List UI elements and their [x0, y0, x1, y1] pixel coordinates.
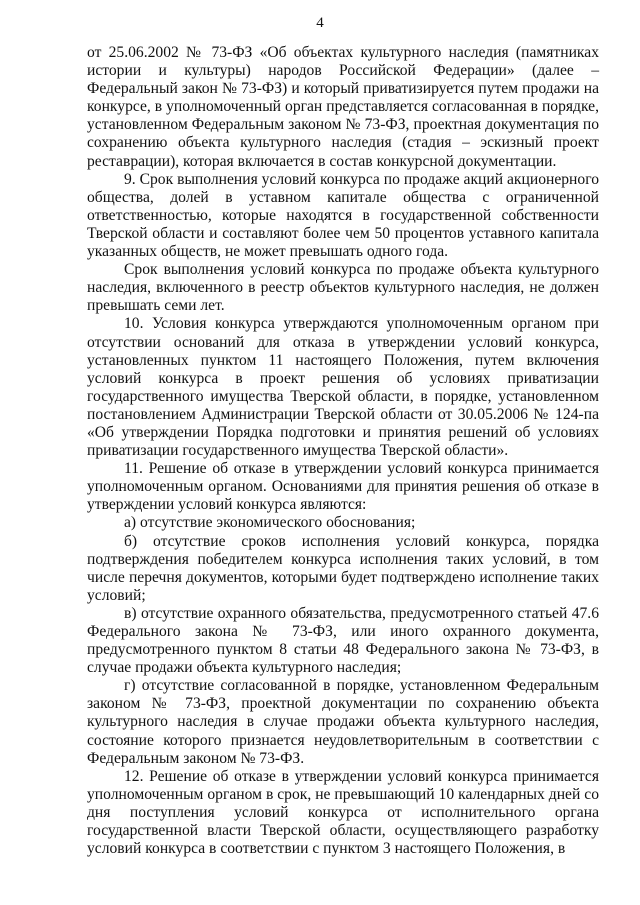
page-number: 4: [316, 15, 324, 31]
paragraph-continuation: от 25.06.2002 № 73-ФЗ «Об объектах культурного наследия (памятниках истории и культуры) народов Российской Федерации» (далее – Федеральный закон № 73-ФЗ) и который приватизируется путем продажи на конкурсе, в уполномоченный орган представляется согласованная в порядке, установленном Федеральным законом № 73-ФЗ, проектная документация по сохранению объекта культурного наследия (стадия – эскизный проект реставрации), которая включается в состав конкурсной документации.: [87, 44, 599, 170]
subitem-g: г) отсутствие согласованной в порядке, установленном Федеральным законом № 73-ФЗ, проектной документации по сохранению объекта культурного наследия в случае продажи объекта культурного наследия, состояние которого признается неудовлетворительным в соответствии с Федеральным законом № 73-ФЗ.: [87, 677, 599, 767]
subitem-v: в) отсутствие охранного обязательства, предусмотренного статьей 47.6 Федерального закона № 73-ФЗ, или иного охранного документа, предусмотренного пунктом 8 статьи 48 Федерального закона № 73-ФЗ, в случае продажи объекта культурного наследия;: [87, 604, 599, 677]
paragraph-item-9-term: Срок выполнения условий конкурса по продаже объекта культурного наследия, включенного в реестр объектов культурного наследия, не должен превышать семи лет.: [87, 261, 599, 315]
paragraph-item-12: 12. Решение об отказе в утверждении условий конкурса принимается уполномоченным органом в срок, не превышающий 10 календарных дней со дня поступления условий конкурса от исполнительного органа государственной власти Тверской области, осуществляющего разработку условий конкурса в соответствии с пунктом 3 настоящего Положения, в: [87, 767, 599, 858]
paragraph-item-11: 11. Решение об отказе в утверждении условий конкурса принимается уполномоченным органом. Основаниями для принятия решения об отказе в утверждении условий конкурса являются:: [87, 460, 599, 514]
document-body: [87, 44, 599, 858]
paragraph-item-10: 10. Условия конкурса утверждаются уполномоченным органом при отсутствии оснований для отказа в утверждении условий конкурса, установленных пунктом 11 настоящего Положения, путем включения условий конкурса в проект решения об условиях приватизации государственного имущества Тверской области, в порядке, установленном постановлением Администрации Тверской области от 30.05.2006 № 124-па «Об утверждении Порядка подготовки и принятия решений об условиях приватизации государственного имущества Тверской области».: [87, 315, 599, 460]
subitem-a: а) отсутствие экономического обоснования;: [124, 514, 416, 532]
paragraph-item-9: 9. Срок выполнения условий конкурса по продаже акций акционерного общества, долей в уставном капитале общества с ограниченной ответственностью, которые находятся в государственной собственности Тверской области и составляют более чем 50 процентов уставного капитала указанных обществ, не может превышать одного года.: [87, 170, 599, 261]
subitem-b: б) отсутствие сроков исполнения условий конкурса, порядка подтверждения победителем конкурса исполнения таких условий, в том числе перечня документов, которыми будет подтверждено исполнение таких условий;: [87, 532, 599, 604]
